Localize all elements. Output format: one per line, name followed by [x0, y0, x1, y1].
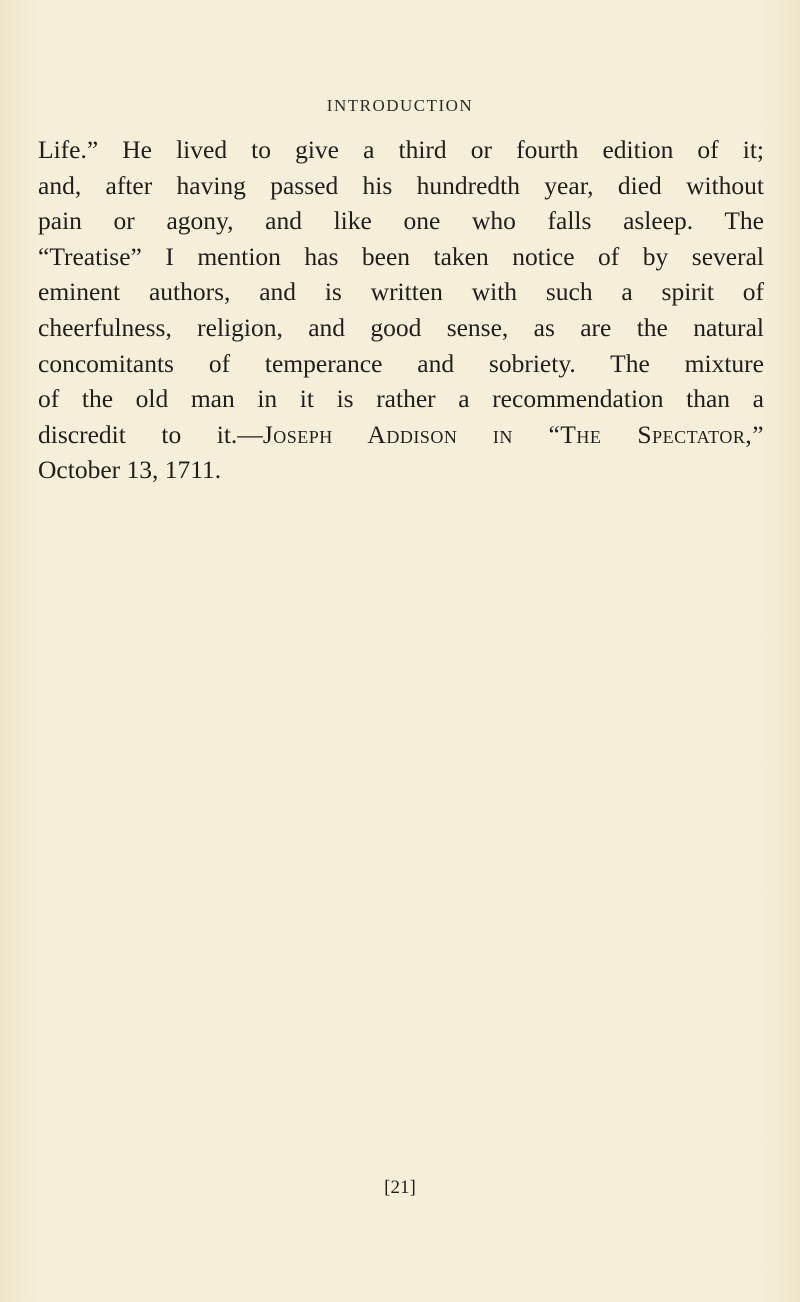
text-line: pain or agony, and like one who falls asleep. The — [38, 206, 764, 236]
text-line: and, after having passed his hundredth year, died without — [38, 170, 764, 200]
text-line: eminent authors, and is written with such a spirit of — [38, 277, 764, 307]
text-line: cheerfulness, religion, and good sense, as are the natural — [38, 312, 764, 342]
text-line: of the old man in it is rather a recommendation than a — [38, 384, 764, 414]
running-head: INTRODUCTION — [326, 96, 474, 115]
text-line: “Treatise” I mention has been taken notice of by several — [38, 241, 764, 271]
attribution-date: October 13, 1711. — [38, 455, 222, 485]
body-paragraph — [38, 132, 764, 488]
text-line: concomitants of temperance and sobriety. The mixture — [38, 348, 764, 378]
text-line: Life.” He lived to give a third or fourth edition of it; — [38, 135, 764, 164]
source-title: “The Spectator,” — [548, 419, 765, 449]
attribution-lead: discredit to it.— — [38, 419, 263, 449]
attribution-line — [38, 417, 764, 453]
page-number: [21] — [384, 1177, 416, 1198]
author-name: Joseph Addison — [262, 419, 458, 449]
attribution-in: in — [492, 419, 513, 449]
